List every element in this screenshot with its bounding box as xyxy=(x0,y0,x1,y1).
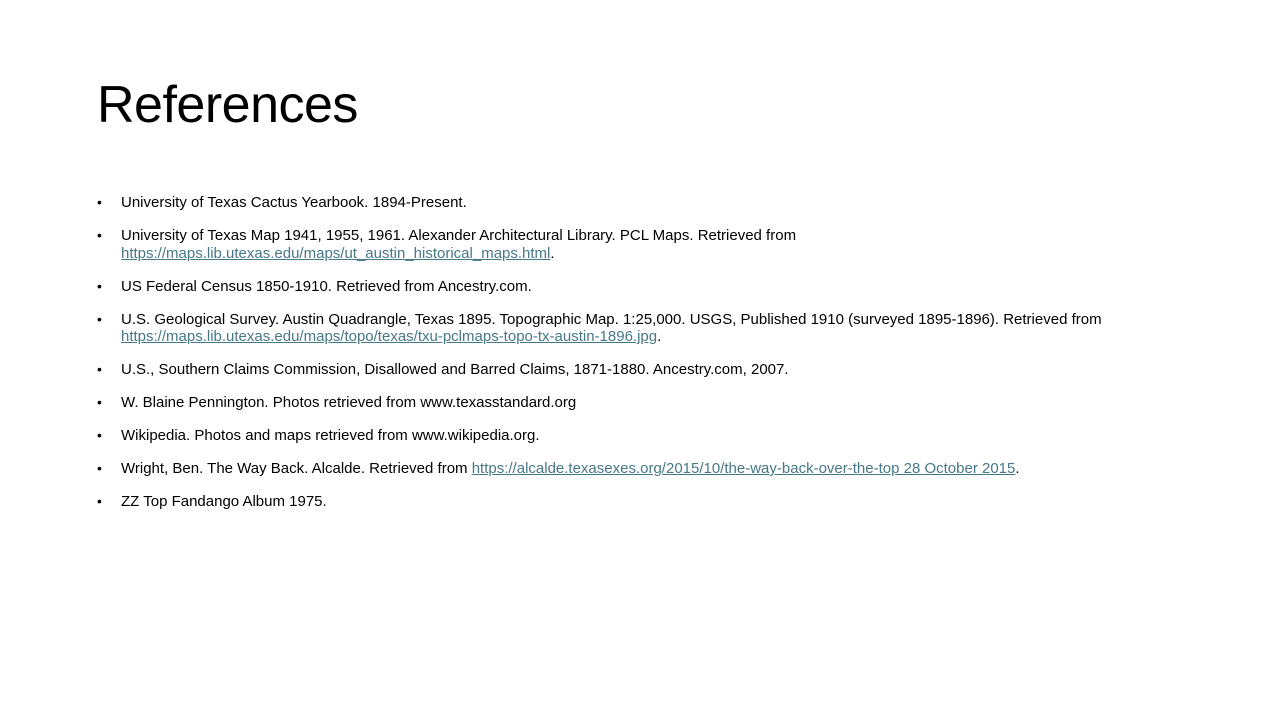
bullet-icon: • xyxy=(97,493,102,509)
bullet-icon: • xyxy=(97,194,102,210)
reference-text: Wright, Ben. The Way Back. Alcalde. Retrieved from xyxy=(121,460,472,477)
reference-link[interactable]: https://maps.lib.utexas.edu/maps/topo/texas/txu-pclmaps-topo-tx-austin-1896.jpg xyxy=(121,328,658,345)
bullet-icon: • xyxy=(97,427,102,443)
reference-text: University of Texas Map 1941, 1955, 1961. Alexander Architectural Library. PCL Maps. Retrieved from xyxy=(121,227,797,244)
reference-text: Wikipedia. Photos and maps retrieved from www.wikipedia.org. xyxy=(121,427,540,444)
reference-text: ZZ Top Fandango Album 1975. xyxy=(121,493,327,510)
reference-item xyxy=(97,278,1157,296)
reference-link[interactable]: https://maps.lib.utexas.edu/maps/ut_austin_historical_maps.html xyxy=(121,244,551,262)
reference-item xyxy=(97,394,1157,412)
reference-item xyxy=(97,361,1157,379)
bullet-icon: • xyxy=(97,460,102,476)
reference-item xyxy=(97,427,1157,445)
slide-title: References xyxy=(97,76,358,134)
reference-item xyxy=(97,493,1157,511)
reference-text-suffix: . xyxy=(657,328,662,345)
bullet-icon: • xyxy=(97,361,102,377)
reference-text: U.S., Southern Claims Commission, Disallowed and Barred Claims, 1871-1880. Ancestry.com, 2007. xyxy=(121,361,789,378)
reference-text-suffix: . xyxy=(550,244,555,262)
reference-text: W. Blaine Pennington. Photos retrieved from www.texasstandard.org xyxy=(121,394,577,411)
reference-text: U.S. Geological Survey. Austin Quadrangle, Texas 1895. Topographic Map. 1:25,000. USGS, Published 1910 (surveyed 1895-1896). Retrieved from xyxy=(121,310,1102,328)
reference-item xyxy=(97,311,1157,346)
bullet-icon: • xyxy=(97,310,102,327)
bullet-icon: • xyxy=(97,394,102,410)
reference-item xyxy=(97,460,1157,478)
reference-item xyxy=(97,194,1157,212)
reference-text: University of Texas Cactus Yearbook. 1894-Present. xyxy=(121,194,467,211)
reference-item xyxy=(97,227,1157,262)
bullet-icon: • xyxy=(97,227,102,243)
bullet-icon: • xyxy=(97,277,102,294)
reference-text-suffix: . xyxy=(1015,460,1020,477)
reference-link[interactable]: https://alcalde.texasexes.org/2015/10/the-way-back-over-the-top 28 October 2015 xyxy=(471,460,1016,477)
reference-text: US Federal Census 1850-1910. Retrieved from Ancestry.com. xyxy=(121,277,532,295)
references-list xyxy=(97,194,1157,526)
